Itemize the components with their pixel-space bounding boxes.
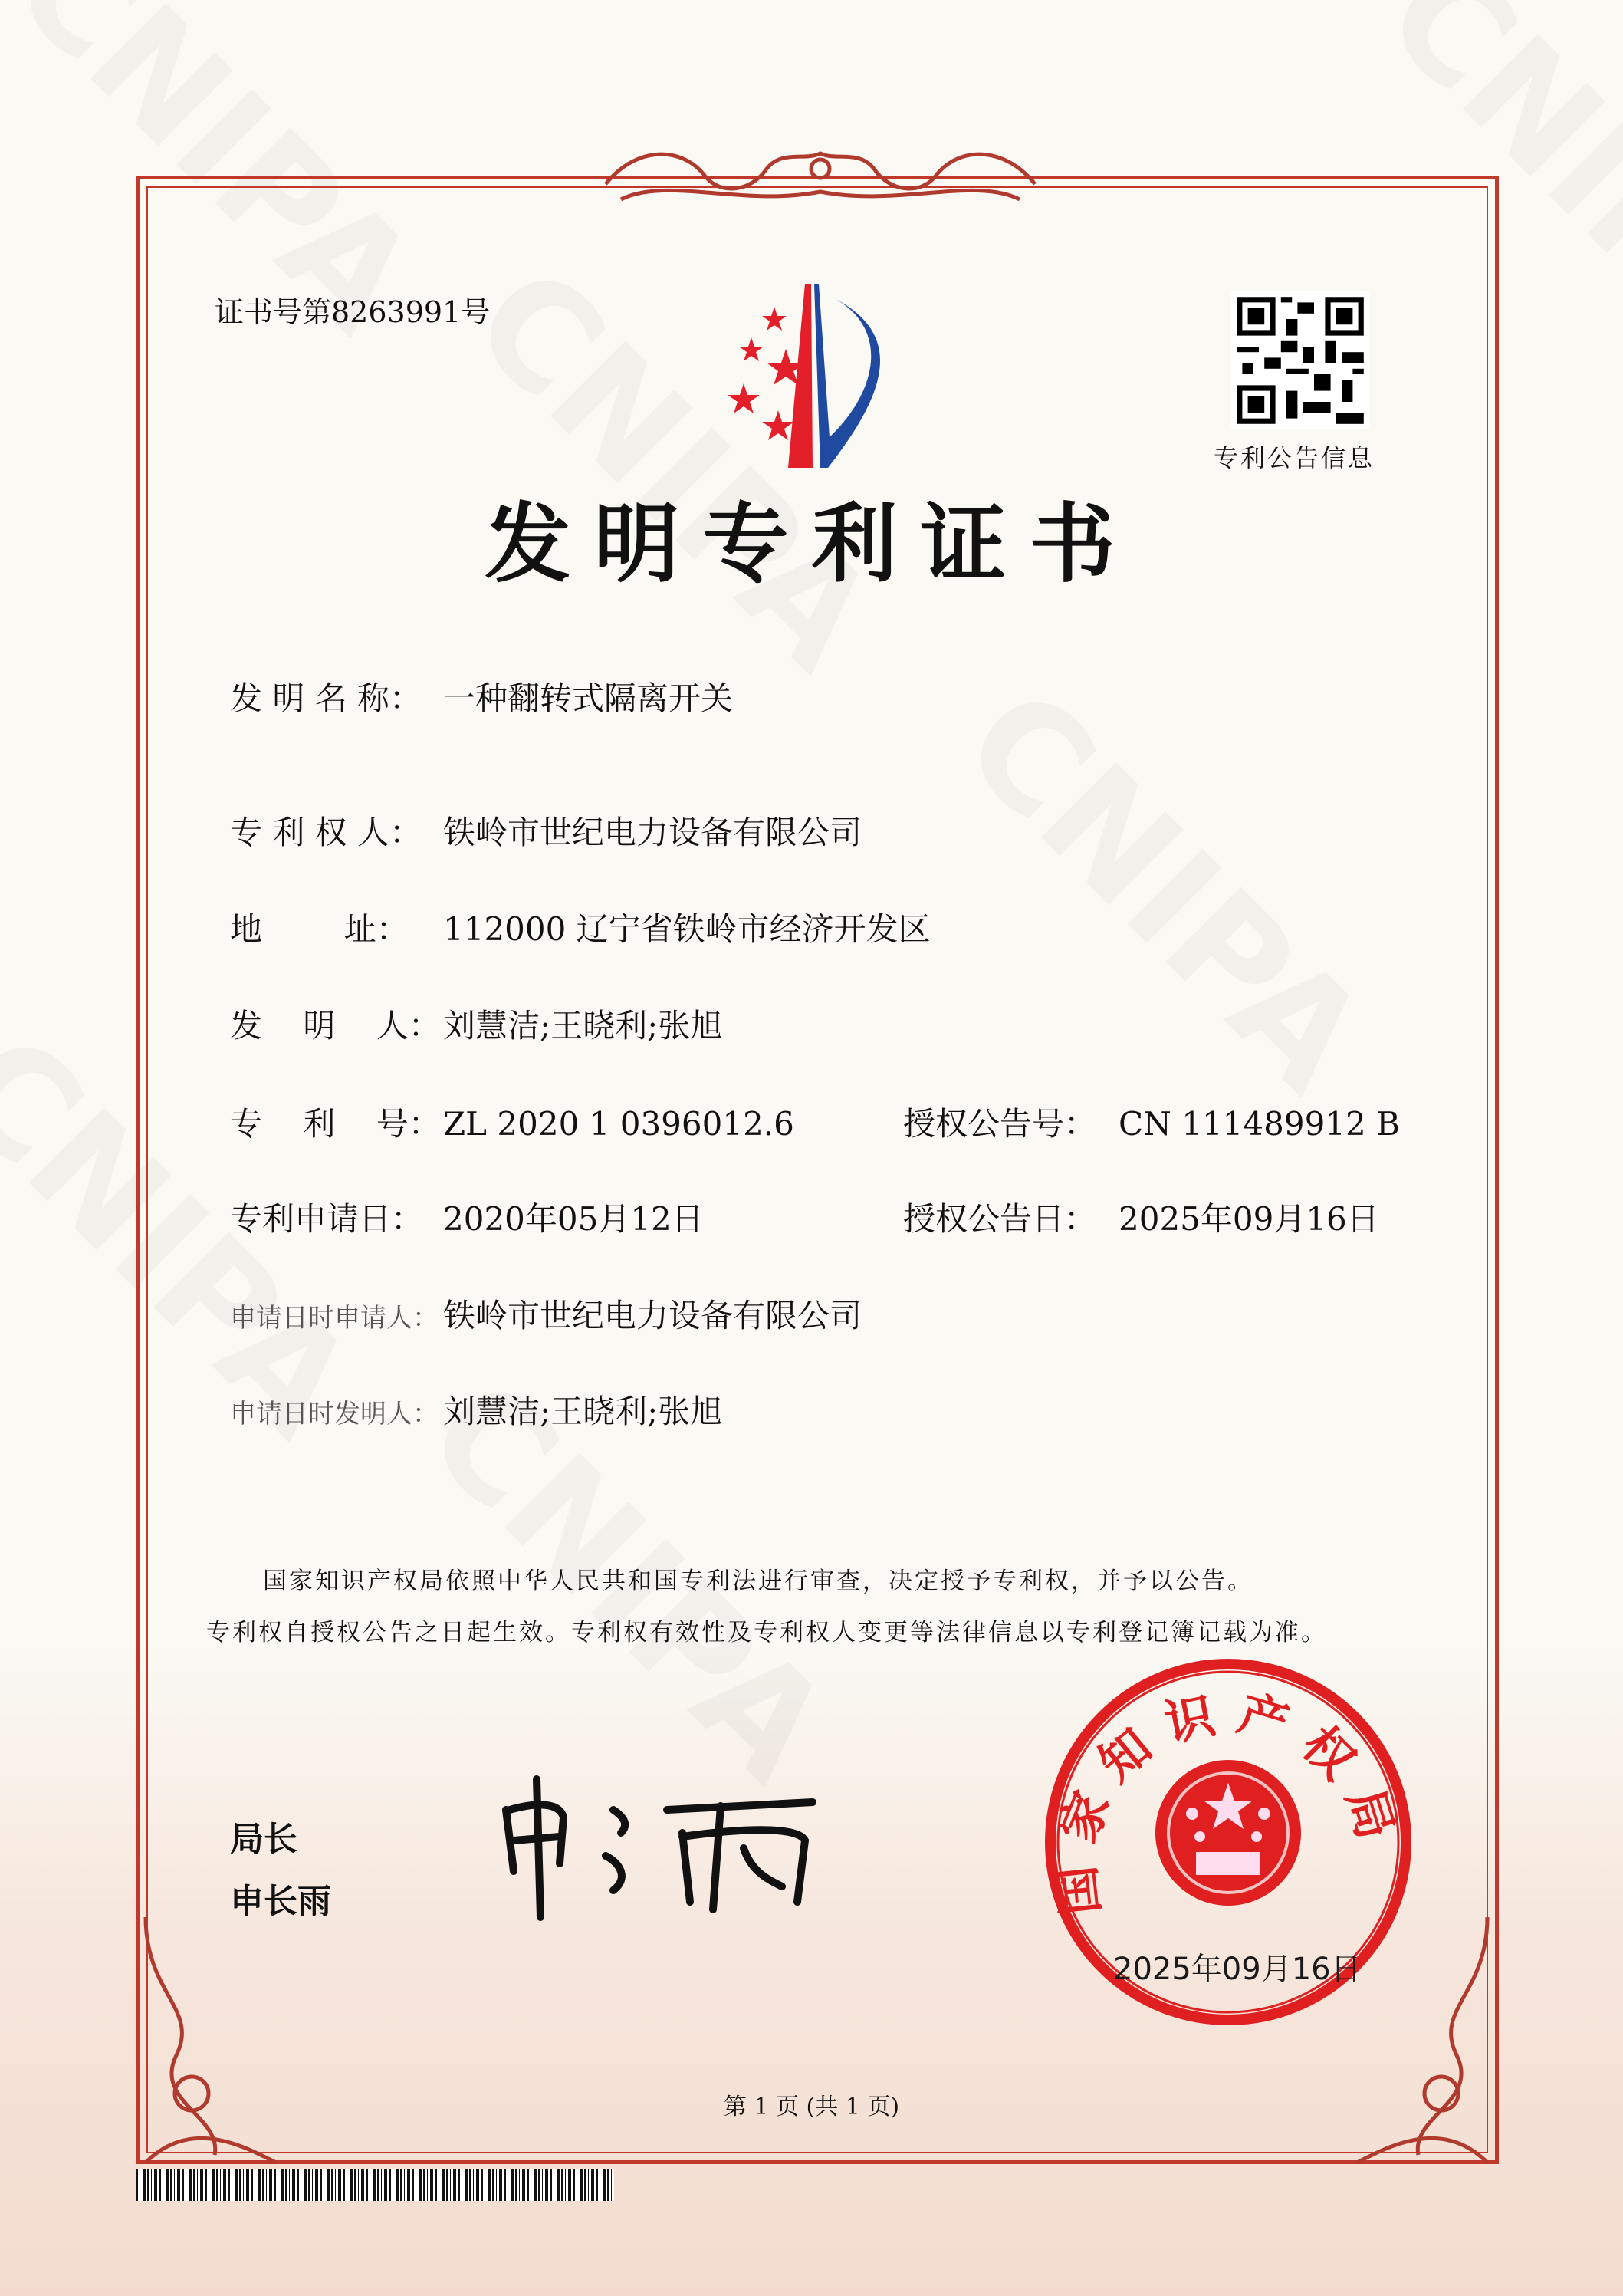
field-label: 专 利 权 人： [230, 814, 422, 851]
national-emblem-icon [1155, 1760, 1301, 1906]
field-label: 授权公告号： [903, 1105, 1097, 1143]
field-address [230, 904, 931, 950]
corner-ornament-left-icon [130, 1917, 284, 2170]
field-application-date [230, 1194, 704, 1240]
field-label: 地 址： [230, 910, 409, 948]
signatory-title: 局长 [230, 1820, 297, 1859]
field-value: 一种翻转式隔离开关 [443, 679, 734, 717]
declaration-line-2: 专利权自授权公告之日起生效。专利权有效性及专利权人变更等法律信息以专利登记簿记载为准。 [206, 1619, 1327, 1646]
field-value: 铁岭市世纪电力设备有限公司 [443, 814, 862, 851]
page-title: 发明专利证书 [485, 495, 1138, 594]
field-label: 发 明 人： [230, 1007, 441, 1044]
top-ornament-icon [590, 138, 1050, 215]
field-label: 申请日时申请人： [230, 1303, 439, 1334]
field-value: CN 111489912 B [1119, 1105, 1400, 1143]
field-grant-publication-date [903, 1194, 1379, 1240]
field-label: 申请日时发明人： [230, 1399, 439, 1429]
field-value: 2025年09月16日 [1119, 1200, 1379, 1238]
seal-text: 国家知识产权局 [1046, 1684, 1409, 1918]
page-indicator: 第 1 页 (共 1 页) [723, 2094, 900, 2120]
seal-date: 2025年09月16日 [1113, 1952, 1362, 1987]
certificate-number: 证书号第8263991号 [215, 295, 491, 329]
field-label: 专 利 号： [230, 1105, 441, 1143]
field-inventor-at-filing [230, 1386, 722, 1433]
qr-code-icon[interactable] [1231, 291, 1369, 429]
declaration-line-1: 国家知识产权局依照中华人民共和国专利法进行审查，决定授予专利权，并予以公告。 [263, 1567, 1253, 1595]
field-label: 发 明 名 称： [230, 679, 422, 717]
field-invention-name [230, 673, 733, 719]
field-patentee [230, 808, 862, 854]
field-value: 铁岭市世纪电力设备有限公司 [443, 1297, 862, 1334]
field-value: 112000 辽宁省铁岭市经济开发区 [443, 910, 931, 948]
qr-code-label: 专利公告信息 [1214, 443, 1375, 472]
handwritten-signature [491, 1764, 843, 1925]
signatory-name: 申长雨 [230, 1882, 331, 1921]
field-label: 授权公告日： [903, 1200, 1097, 1238]
field-value: 刘慧洁;王晓利;张旭 [443, 1007, 723, 1044]
field-inventors [230, 1001, 722, 1047]
field-value: 2020年05月12日 [443, 1200, 704, 1238]
field-grant-publication-number [903, 1099, 1400, 1145]
field-patent-number [230, 1099, 794, 1145]
field-value: 刘慧洁;王晓利;张旭 [443, 1393, 723, 1430]
field-label: 专利申请日： [230, 1200, 424, 1238]
cnipa-logo-icon [698, 284, 943, 468]
field-value: ZL 2020 1 0396012.6 [443, 1105, 794, 1143]
field-applicant-at-filing [230, 1291, 862, 1337]
barcode-icon [136, 2169, 614, 2201]
